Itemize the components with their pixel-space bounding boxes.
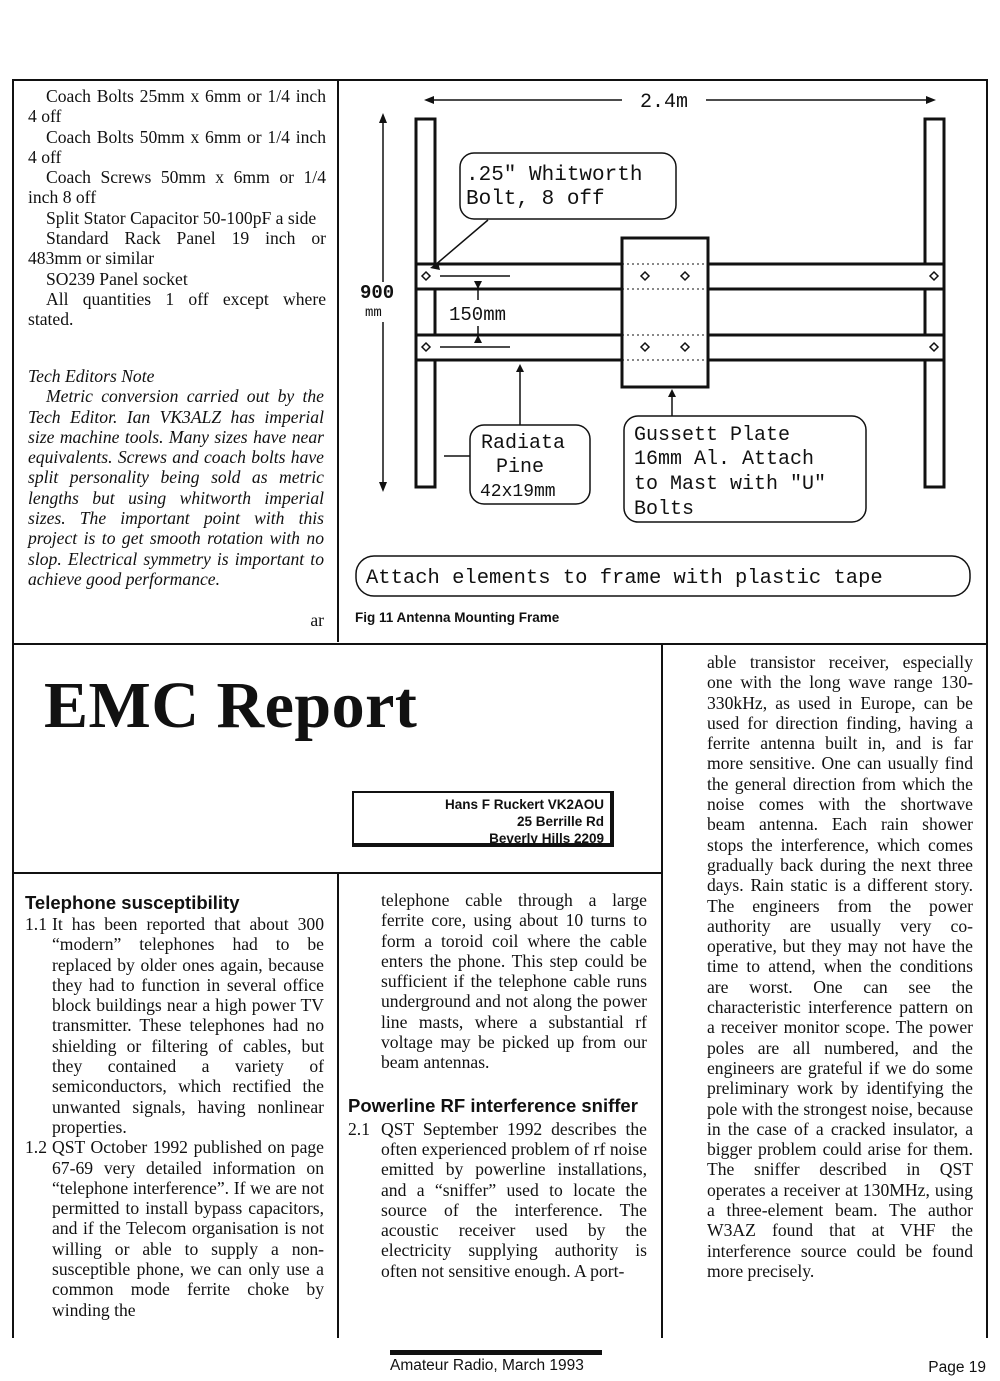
right-post [925,119,944,487]
spacing-label: 150mm [449,304,507,326]
author-box [352,791,614,847]
arrowhead [516,364,524,372]
col3-divider [661,643,663,1338]
width-label: 2.4m [639,91,689,114]
tech-note-heading: Tech Editors Note [28,366,155,386]
parts-item: Coach Screws 50mm x 6mm or 1/4 inch 8 off [28,167,326,208]
arrowhead [424,96,434,104]
paragraph-number: 1.1 [25,914,47,934]
parts-item: Coach Bolts 50mm x 6mm or 1/4 inch 4 off [28,126,326,167]
section-heading: Powerline RF interference sniffer [348,1094,638,1116]
paragraph-continuation: telephone cable through a large ferrite core, using about 10 turns to form a toroid coil where the cable enters the phone. This step could be sufficient if the telephone cable runs underground and not along the power line masts, where a substantial rf voltage may be picked up from our beam antennas. [381,890,647,1073]
numbered-paragraph [25,1137,324,1320]
arrowhead [379,113,387,123]
end-mark: ar [310,610,324,630]
bolt-callout-line: .25" Whitworth [466,164,643,187]
paragraph-text: It has been reported that about 300 “modern” telephones had to be replaced by older ones again, because they had to function in several office block buildings near a high power TV transmitter. These telephones had no shielding or filtering of cables, but they contained a variety of semiconductors, which rectified the unwanted signals, having nonlinear properties. [52,914,324,1137]
page-title: EMC Report [44,669,418,742]
bolt-leader [434,220,488,266]
numbered-paragraph [25,914,324,1137]
figure-caption: Fig 11 Antenna Mounting Frame [355,610,560,625]
parts-item: Standard Rack Panel 19 inch or 483mm or similar [28,228,326,269]
gusset-callout-line: Bolts [634,498,695,521]
arrowhead [668,389,676,397]
article-column-3 [707,652,973,1281]
arrowhead [926,96,936,104]
publication-info: Amateur Radio, March 1993 [390,1357,584,1374]
bolt-callout-line: Bolt, 8 off [466,188,605,211]
gusset-callout-line: to Mast with "U" [634,473,827,496]
height-label-unit: mm [365,305,382,321]
gusset-callout-line: Gussett Plate [634,424,791,447]
parts-item: Split Stator Capacitor 50-100pF a side [46,207,317,228]
arrowhead [379,482,387,492]
article-column-1 [25,892,324,1320]
left-rule [12,79,14,1338]
paragraph-number: 2.1 [348,1118,370,1139]
author-street: 25 Berrille Rd [516,814,604,829]
paragraph-text: QST October 1992 published on page 67-69 very detailed information on “telephone interference”. If we are not permitted to install bypass capacitors, and if the Telecom organisation is not willing or able to supply a non-susceptible phone, we can only use a common mode ferrite choke by winding the [52,1137,324,1320]
tape-note: Attach elements to frame with plastic tape [366,567,883,590]
parts-item: Coach Bolts 25mm x 6mm or 1/4 inch 4 off [28,86,326,127]
pine-callout-line: 42x19mm [480,482,556,502]
antenna-frame-diagram [339,81,985,643]
paragraph-continuation: able transistor receiver, especially one with the long wave range 130-330kHz, as used in Europe, can be used for direction finding, having a ferrite antenna built in, and is far more sensitive. One can usually find the general direction from which the noise comes with the shortwave beam antenna. Each rain shower stops the interference, which comes gradually back during the next three days. Rain static is a different story. The engineers from the power authority are usually very co-operative, but they may not have the time to attend, when the conditions are worst. One can see the characteristic interference pattern on a receiver monitor scope. The power poles are all numbered, and the engineers are grateful if we do some preliminary work by identifying the pole with the strongest noise, because in the case of a cracked insulator, a bigger problem could arise for them. The sniffer described in QST operates a receiver at 130MHz, using a three-element beam. The author W3AZ found that at VHF the interference source could be found more precisely. [707,652,973,1281]
tech-note-body: Metric conversion carried out by the Tech Editor. Ian VK3ALZ has imperial size machine tools. Many sizes have near equivalents. Screws and coach bolts have split personality being sold as metric lengths but using whitworth imperial sizes. The important point with this project is to get smooth rotation with no slop. Electrical symmetry is important to achieve good performance. [28,386,324,589]
height-label-value: 900 [360,282,395,304]
author-city: Beverly Hills 2209 [489,831,604,846]
gusset-callout-line: 16mm Al. Attach [634,448,815,471]
tech-editors-note [28,366,324,589]
pine-callout-line: Radiata [481,432,566,455]
gusset-plate [622,238,708,387]
page-number: Page 19 [928,1359,986,1376]
parts-item: SO239 Panel socket [46,268,188,289]
pine-callout-line: Pine [496,456,545,479]
left-post [416,119,435,487]
numbered-paragraph [348,1119,647,1281]
paragraph-text: QST September 1992 describes the often experienced problem of rf noise emitted by powerline installations, and a “sniffer” used to locate the source of the interference. The acoustic receiver used by the electricity supplying authority is often not sensitive enough. A port- [381,1118,647,1281]
article-column-2 [348,890,647,1281]
parts-list [28,86,326,330]
right-rule [986,79,988,1338]
section-heading: Telephone susceptibility [25,892,240,913]
paragraph-number: 1.2 [25,1137,47,1158]
mid-horizontal-rule [12,643,988,645]
parts-item: All quantities 1 off except where stated. [28,288,326,330]
col2-divider [337,872,339,1338]
footer-rule [390,1350,602,1355]
author-name: Hans F Ruckert VK2AOU [444,797,604,812]
